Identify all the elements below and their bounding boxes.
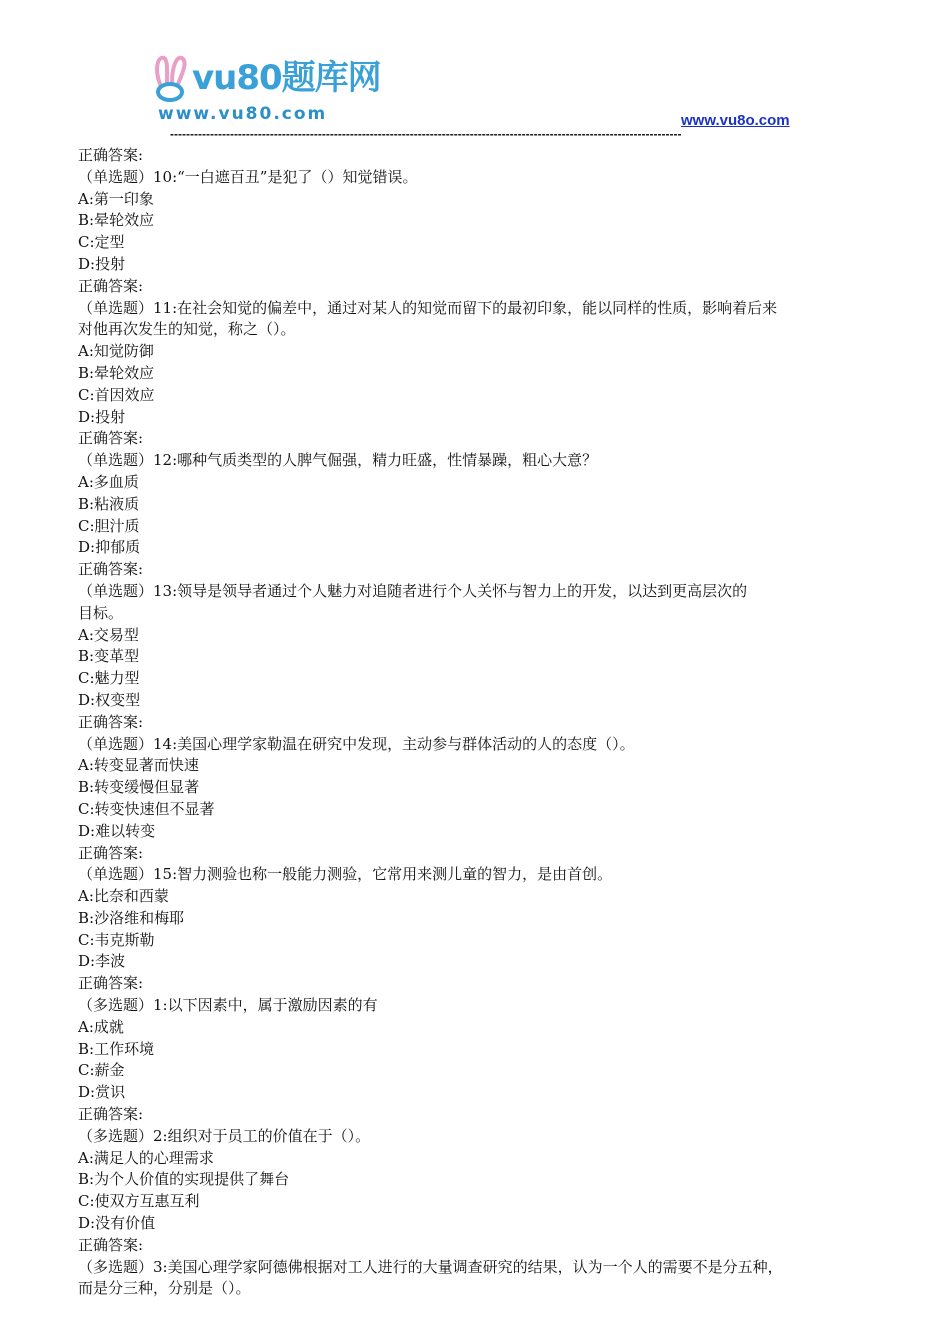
option-a: A:比奈和西蒙 [78, 887, 169, 906]
question-text: （单选题）11:在社会知觉的偏差中，通过对某人的知觉而留下的最初印象，能以同样的性质，影响着后来 [78, 298, 778, 317]
answer-label: 正确答案: [78, 843, 144, 862]
option-c: C:使双方互惠互利 [78, 1192, 200, 1211]
option-d: D:投射 [78, 254, 126, 273]
option-d: D:李波 [78, 952, 126, 971]
option-b: B:工作环境 [78, 1039, 155, 1058]
question-text: （多选题）2:组织对于员工的价值在于（）。 [78, 1126, 371, 1145]
option-c: C:定型 [78, 233, 125, 252]
rabbit-logo-icon [152, 54, 192, 102]
answer-label: 正确答案: [78, 974, 144, 993]
option-c: C:薪金 [78, 1061, 125, 1080]
option-b: B:晕轮效应 [78, 211, 155, 230]
option-d: D:难以转变 [78, 821, 156, 840]
question-text-continued: 而是分三种，分别是（）。 [78, 1279, 251, 1298]
answer-label: 正确答案: [78, 146, 144, 164]
question-text: （单选题）13:领导是领导者通过个人魅力对追随者进行个人关怀与智力上的开发，以达到更高层次的 [78, 581, 748, 600]
option-a: A:交易型 [78, 625, 139, 644]
answer-label: 正确答案: [78, 1235, 144, 1254]
answer-label: 正确答案: [78, 276, 144, 295]
option-c: C:转变快速但不显著 [78, 799, 215, 818]
header-divider: -------------------------------------------------------------------------------------------------------------------------------- [170, 127, 682, 141]
question-text: （多选题）1:以下因素中，属于激励因素的有 [78, 996, 378, 1015]
option-d: D:投射 [78, 407, 126, 426]
question-text: （单选题）10:“一白遮百丑”是犯了（）知觉错误。 [78, 167, 418, 186]
option-a: A:成就 [78, 1017, 124, 1036]
option-a: A:知觉防御 [78, 342, 154, 361]
option-c: C:魅力型 [78, 669, 140, 688]
question-text: （单选题）12:哪种气质类型的人脾气倔强，精力旺盛，性情暴躁，粗心大意？ [78, 451, 598, 470]
option-b: B:为个人价值的实现提供了舞台 [78, 1170, 290, 1189]
option-b: B:变革型 [78, 647, 140, 666]
option-d: D:抑郁质 [78, 538, 141, 557]
option-d: D:没有价值 [78, 1214, 156, 1233]
option-c: C:韦克斯勒 [78, 930, 155, 949]
page-header [0, 0, 950, 150]
vu80-logo [152, 52, 382, 132]
answer-label: 正确答案: [78, 560, 144, 579]
option-b: B:晕轮效应 [78, 363, 155, 382]
logo-url-text: www.vu80.com [158, 104, 328, 124]
option-c: C:首因效应 [78, 385, 155, 404]
question-text: （单选题）14:美国心理学家勒温在研究中发现，主动参与群体活动的人的态度（）。 [78, 734, 635, 753]
option-a: A:满足人的心理需求 [78, 1148, 214, 1167]
option-b: B:沙洛维和梅耶 [78, 908, 185, 927]
logo-brand-text: vu80题库网 [192, 58, 381, 98]
option-b: B:转变缓慢但显著 [78, 778, 200, 797]
question-text: （单选题）15:智力测验也称一般能力测验，它常用来测儿童的智力，是由首创。 [78, 865, 613, 884]
option-d: D:赏识 [78, 1083, 126, 1102]
option-a: A:转变显著而快速 [78, 756, 199, 775]
answer-label: 正确答案: [78, 1105, 144, 1124]
site-link[interactable]: www.vu8o.com [681, 112, 790, 129]
option-a: A:第一印象 [78, 189, 154, 208]
option-a: A:多血质 [78, 472, 139, 491]
question-text: （多选题）3:美国心理学家阿德佛根据对工人进行的大量调查研究的结果，认为一个人的需要不是分五种， [78, 1257, 783, 1276]
question-text-continued: 目标。 [78, 603, 124, 622]
option-d: D:权变型 [78, 690, 141, 709]
answer-label: 正确答案: [78, 429, 144, 448]
answer-label: 正确答案: [78, 712, 144, 731]
option-b: B:粘液质 [78, 494, 140, 513]
option-c: C:胆汁质 [78, 516, 140, 535]
question-list [78, 145, 878, 1300]
question-text-continued: 对他再次发生的知觉，称之（）。 [78, 320, 296, 339]
